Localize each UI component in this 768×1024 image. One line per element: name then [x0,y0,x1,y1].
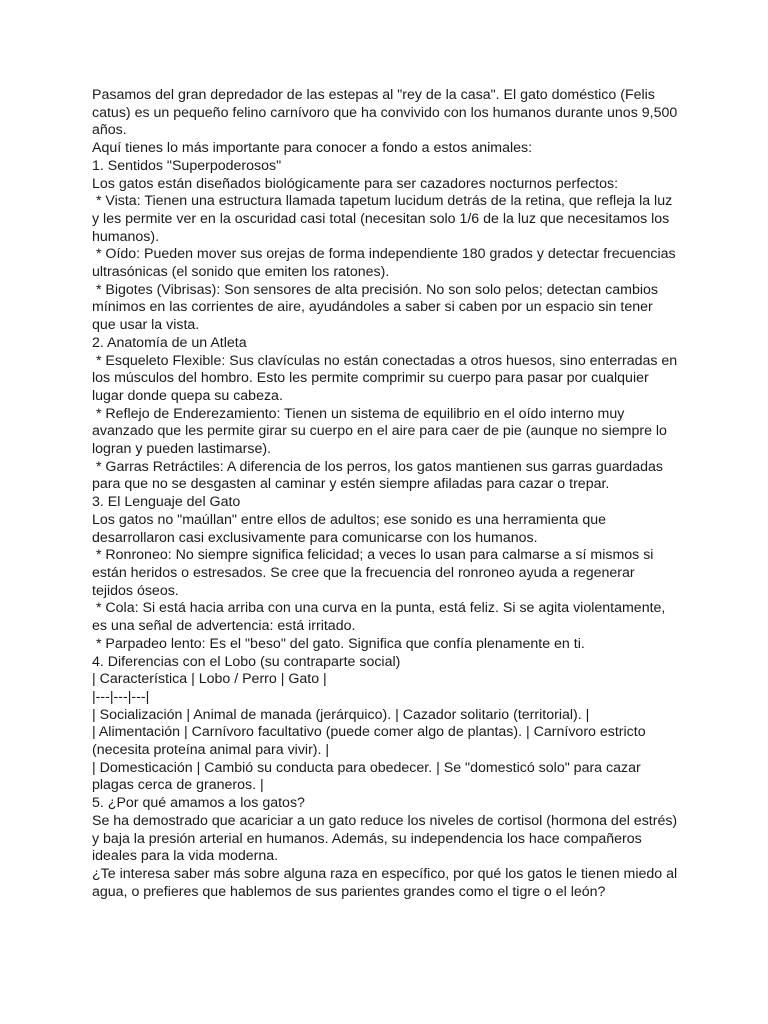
bullet-slow-blink: * Parpadeo lento: Es el "beso" del gato. Significa que confía plenamente en ti. [92,635,585,652]
section-heading-language: 3. El Lenguaje del Gato [92,494,241,511]
bullet-claws: * Garras Retráctiles: A diferencia de los perros, los gatos mantienen sus garras guardadas para que no se desgasten al caminar y estén siempre afiladas para cazar o trepar. [92,458,667,493]
intro-paragraph: Pasamos del gran depredador de las estepas al "rey de la casa". El gato doméstico (Felis catus) es un pequeño felino carnívoro que ha convivido con los humanos durante unos 9,500 años. [92,87,682,139]
section-heading-wolf-comparison: 4. Diferencias con el Lobo (su contraparte social) [92,653,401,670]
document-body [92,87,682,901]
bullet-hearing: * Oído: Pueden mover sus orejas de forma independiente 180 grados y detectar frecuencias ultrasónicas (el sonido que emiten los ratones). [92,246,680,281]
bullet-purring: * Ronroneo: No siempre significa felicidad; a veces lo usan para calmarse a sí mismos si están heridos o estresados. Se cree que la frecuencia del ronroneo ayuda a regenerar tejidos óseos. [92,547,658,599]
why-love-paragraph: Se ha demostrado que acariciar a un gato reduce los niveles de cortisol (hormona del estrés) y baja la presión arterial en humanos. Además, su independencia los hace compañeros ideales para la vida moderna. [92,812,682,865]
bullet-vision: * Vista: Tienen una estructura llamada tapetum lucidum detrás de la retina, que refleja la luz y les permite ver en la oscuridad casi total (necesitan solo 1/6 de la luz que necesitamos los humanos). [92,193,677,245]
senses-intro: Los gatos están diseñados biológicamente para ser cazadores nocturnos perfectos: [92,175,619,192]
section-heading-anatomy: 2. Anatomía de un Atleta [92,334,247,351]
table-separator-row: |---|---|---| [92,688,150,705]
language-intro: Los gatos no "maúllan" entre ellos de adultos; ese sonido es una herramienta que desarrollaron casi exclusivamente para comunicarse con los humanos. [92,511,611,546]
table-row-feeding: | Alimentación | Carnívoro facultativo (puede comer algo de plantas). | Carnívoro estricto (necesita proteína animal para vivir). | [92,724,650,759]
section-heading-why-we-love-cats: 5. ¿Por qué amamos a los gatos? [92,795,305,812]
bullet-righting-reflex: * Reflejo de Enderezamiento: Tienen un sistema de equilibrio en el oído interno muy avanzado que les permite girar su cuerpo en el aire para caer de pie (aunque no siempre lo logran y pueden lastimarse). [92,405,671,458]
table-header-row: | Característica | Lobo / Perro | Gato | [92,671,327,688]
table-row-domestication: | Domesticación | Cambió su conducta para obedecer. | Se "domesticó solo" para cazar plagas cerca de graneros. | [92,759,645,794]
intro-lead-in: Aquí tienes lo más importante para conocer a fondo a estos animales: [92,140,533,157]
section-heading-senses: 1. Sentidos "Superpoderosos" [92,157,282,174]
bullet-skeleton: * Esqueleto Flexible: Sus clavículas no están conectadas a otros huesos, sino enterradas en los músculos del hombro. Esto les permite comprimir su cuerpo para pasar por cualquier lugar donde quepa su cabeza. [92,352,682,404]
table-row-socialization: | Socialización | Animal de manada (jerárquico). | Cazador solitario (territorial). | [92,706,590,723]
bullet-tail: * Cola: Si está hacia arriba con una curva en la punta, está feliz. Si se agita violentamente, es una señal de advertencia: está irritado. [92,600,670,635]
closing-question: ¿Te interesa saber más sobre alguna raza en específico, por qué los gatos le tienen miedo al agua, o prefieres que hablemos de sus parientes grandes como el tigre o el león? [92,865,682,900]
bullet-whiskers: * Bigotes (Vibrisas): Son sensores de alta precisión. No son solo pelos; detectan cambios mínimos en las corrientes de aire, ayudándoles a saber si caben por un espacio sin tener que usar la vista. [92,281,662,334]
